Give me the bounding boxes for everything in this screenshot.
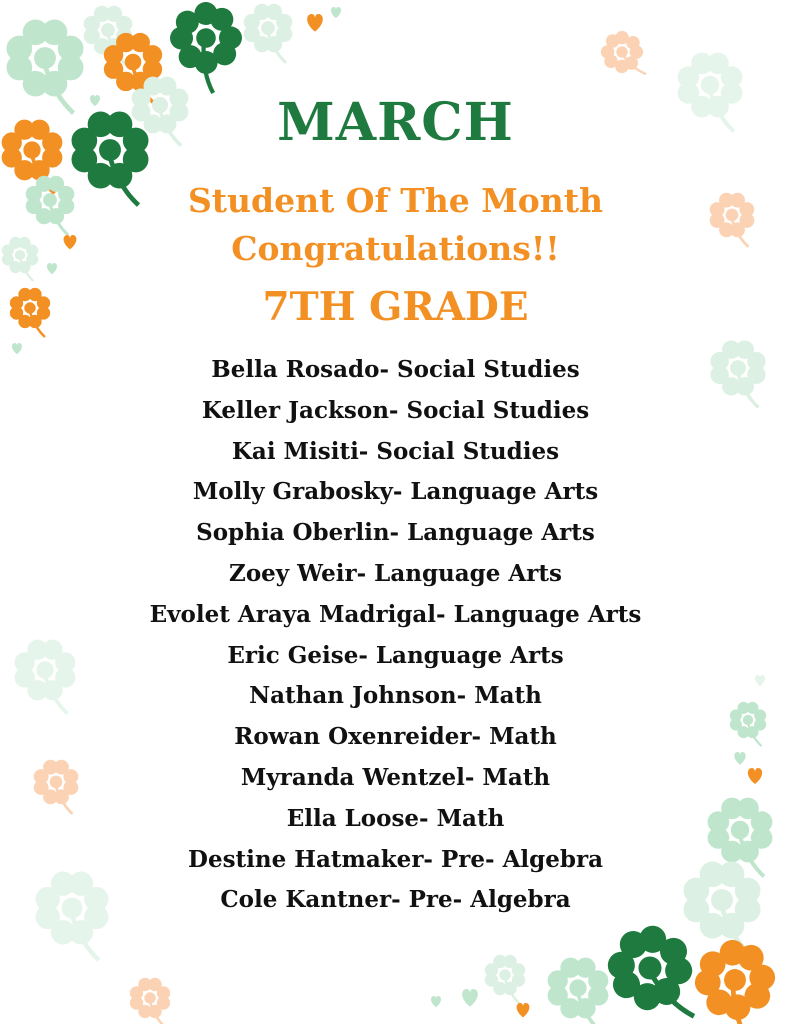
clover-icon — [596, 26, 650, 86]
clover-icon — [601, 919, 704, 1024]
heart-icon — [331, 7, 341, 18]
list-item: Evolet Araya Madrigal- Language Arts — [149, 600, 642, 628]
list-item: Kai Misiti- Social Studies — [231, 437, 560, 465]
clover-icon — [684, 933, 782, 1024]
clover-icon — [548, 958, 608, 1024]
month-title: MARCH — [277, 92, 514, 153]
list-item: Nathan Johnson- Math — [249, 682, 542, 710]
heart-icon — [462, 989, 478, 1007]
list-item: Cole Kantner- Pre- Algebra — [220, 886, 571, 914]
list-item: Destine Hatmaker- Pre- Algebra — [188, 845, 603, 873]
list-item: Bella Rosado- Social Studies — [211, 356, 580, 383]
list-item: Molly Grabosky- Language Arts — [192, 478, 599, 506]
list-item: Rowan Oxenreider- Math — [234, 723, 557, 751]
heart-icon — [431, 996, 441, 1007]
congratulations-text: Congratulations!! — [231, 229, 560, 268]
list-item: Sophia Oberlin- Language Arts — [196, 519, 595, 547]
list-item: Eric Geise- Language Arts — [227, 641, 564, 669]
subtitle: Student Of The Month — [187, 181, 604, 220]
clover-icon — [244, 4, 292, 63]
heart-icon — [517, 1003, 530, 1017]
list-item: Keller Jackson- Social Studies — [201, 396, 590, 424]
list-item: Zoey Weir- Language Arts — [229, 559, 562, 587]
grade-heading: 7TH GRADE — [262, 284, 529, 330]
list-item: Ella Loose- Math — [286, 804, 505, 832]
heart-icon — [307, 14, 323, 32]
clover-icon — [485, 955, 525, 1004]
list-item: Myranda Wentzel- Math — [240, 763, 551, 791]
clover-icon — [130, 978, 170, 1024]
student-list — [0, 350, 791, 921]
